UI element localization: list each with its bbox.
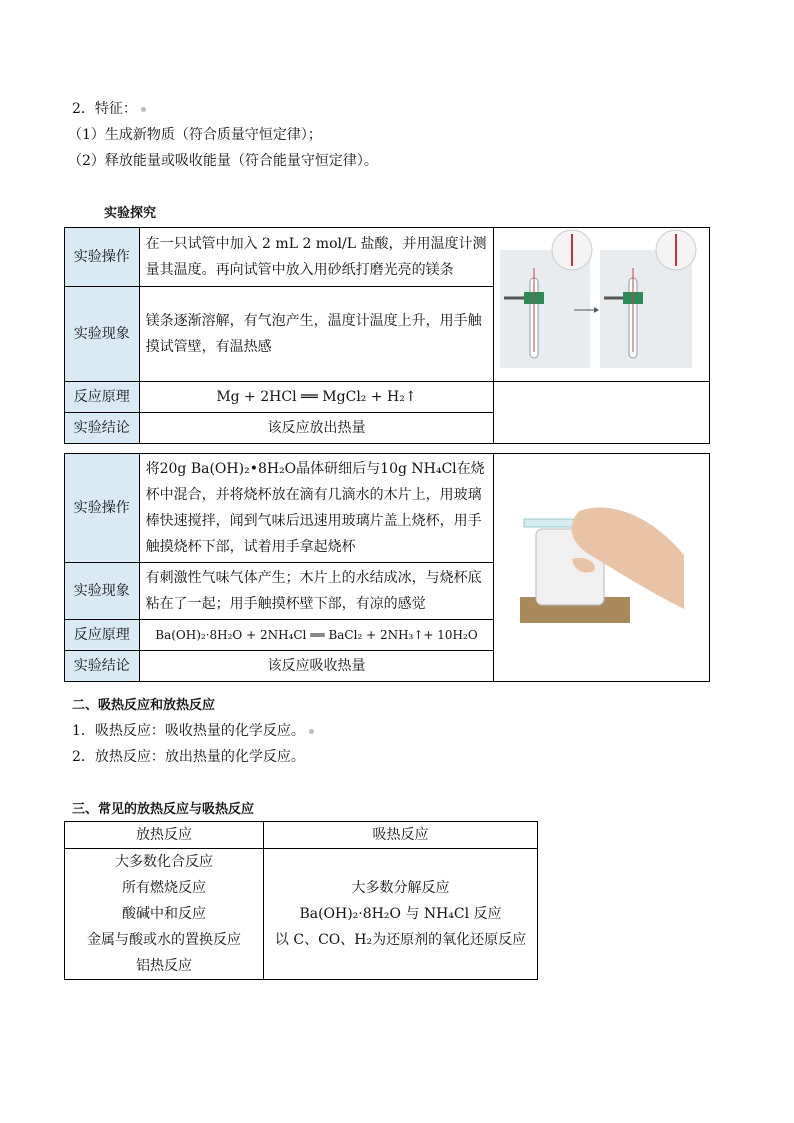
exo-item: 酸碱中和反应 [122, 906, 206, 922]
experiment-table-2 [64, 453, 710, 682]
part2-item2: 2．放热反应：放出热量的化学反应。 [72, 749, 305, 765]
exo-item: 金属与酸或水的置换反应 [87, 932, 241, 948]
op-text: 将20g Ba(OH)₂•8H₂O晶体研细后与10g NH₄Cl在烧杯中混合，并将烧杯放在滴有几滴水的木片上，用玻璃棒快速搅拌，闻到气味后迅速用玻璃片盖上烧杯，用手触摸烧杯下部，试着用手拿起烧杯 [139, 454, 494, 563]
bullet-dot-icon [141, 107, 146, 112]
endo-list [264, 849, 538, 980]
test-tube-thermometer-image [494, 228, 704, 372]
section2-item1: （1）生成新物质（符合质量守恒定律）； [68, 127, 322, 143]
pr-text: Mg + 2HCl ══ MgCl₂ + H₂↑ [139, 382, 494, 413]
section2-title: 2．特征： [72, 98, 146, 118]
exo-list [65, 849, 264, 980]
endo-item: 以 C、CO、H₂为还原剂的氧化还原反应 [274, 932, 527, 948]
endo-item: Ba(OH)₂·8H₂O 与 NH₄Cl 反应 [299, 906, 502, 922]
co-label: 实验结论 [65, 413, 140, 444]
ph-text: 有刺激性气味气体产生；木片上的水结成冰，与烧杯底粘在了一起；用手触摸杯壁下部，有凉的感觉 [139, 563, 494, 620]
op-label: 实验操作 [65, 454, 140, 563]
section2-item2: （2）释放能量或吸收能量（符合能量守恒定律）。 [68, 153, 378, 169]
experiment-table-1 [64, 227, 710, 444]
empty-cell [494, 382, 710, 444]
ph-label: 实验现象 [65, 563, 140, 620]
exo-item: 所有燃烧反应 [122, 880, 206, 896]
exo-item: 铝热反应 [136, 958, 192, 974]
ph-label: 实验现象 [65, 286, 140, 381]
co-text: 该反应吸收热量 [139, 651, 494, 682]
pr-label: 反应原理 [65, 620, 140, 651]
co-label: 实验结论 [65, 651, 140, 682]
endo-item: 大多数分解反应 [351, 880, 450, 896]
ph-text: 镁条逐渐溶解，有气泡产生，温度计温度上升，用手触摸试管壁，有温热感 [139, 286, 494, 381]
comparison-table [64, 821, 538, 980]
part2-item1: 1．吸热反应：吸收热量的化学反应。 [72, 720, 314, 740]
op-text: 在一只试管中加入 2 mL 2 mol/L 盐酸，并用温度计测量其温度。再向试管中放入用砂纸打磨光亮的镁条 [139, 228, 494, 287]
experiment-photo-cell [494, 454, 710, 682]
experiment-photo-cell [494, 228, 710, 382]
co-text: 该反应放出热量 [139, 413, 494, 444]
op-label: 实验操作 [65, 228, 140, 287]
pr-text: Ba(OH)₂·8H₂O + 2NH₄Cl ══ BaCl₂ + 2NH₃↑+ 10H₂O [139, 620, 494, 651]
part2-title: 二、吸热反应和放热反应 [72, 698, 216, 713]
pr-label: 反应原理 [65, 382, 140, 413]
bullet-dot-icon [309, 729, 314, 734]
beaker-hand-image [494, 459, 704, 667]
experiment-title: 实验探究 [104, 206, 157, 221]
col-exo-header: 放热反应 [65, 822, 264, 849]
part3-title: 三、常见的放热反应与吸热反应 [72, 802, 255, 817]
exo-item: 大多数化合反应 [115, 854, 213, 870]
col-endo-header: 吸热反应 [264, 822, 538, 849]
